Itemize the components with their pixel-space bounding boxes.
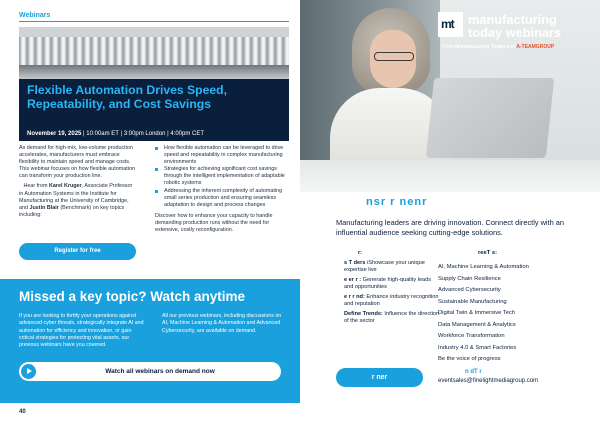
page-number: 40 bbox=[19, 409, 26, 415]
play-icon bbox=[21, 364, 36, 379]
list-item: Data Management & Analytics bbox=[438, 321, 516, 328]
list-item: Workforce Transformation bbox=[438, 333, 505, 339]
list-item: s T ders iShowcase your unique expertise live bbox=[344, 260, 425, 273]
body-column-2 bbox=[155, 145, 290, 234]
intro-paragraph: As demand for high-mix, low-volume production accelerates, manufacturers must embrace flexibility to maintain speed and manage costs. This webinar focuses on how flexible automation can transform your production line. bbox=[19, 145, 135, 180]
woman-at-laptop-photo bbox=[300, 0, 600, 192]
partner-button[interactable]: r ner bbox=[336, 368, 423, 387]
list-item: Sustainable Manufacturing bbox=[438, 298, 507, 305]
sponsor-heading: nsr r nenr bbox=[366, 196, 428, 208]
register-button[interactable]: Register for free bbox=[19, 243, 136, 260]
brand-logo-text: manufacturing today webinars bbox=[468, 12, 562, 40]
list-item: e er r : Generate high-quality leads and opportunities bbox=[344, 277, 432, 290]
title-banner bbox=[19, 79, 289, 127]
missed-topic-title: Missed a key topic? Watch anytime bbox=[19, 289, 246, 304]
topics-list bbox=[438, 262, 568, 366]
benefits-list bbox=[344, 250, 440, 328]
list-item: How flexible automation can be leveraged to drive speed and repeatability in complex manufacturing environments bbox=[155, 145, 290, 166]
benefits-head: r: bbox=[358, 250, 363, 256]
speaker-2: Justin Blair bbox=[29, 204, 59, 211]
topics-heading: reeT s: bbox=[478, 250, 498, 256]
list-item: Addressing the inherent complexity of automating small series production and ensuring seamless adaptation to design and process changes bbox=[155, 188, 290, 209]
key-topics-list bbox=[155, 145, 290, 209]
speaker-1: Karel Kruger bbox=[48, 183, 82, 190]
section-label: Webinars bbox=[19, 12, 51, 19]
list-item: AI, Machine Learning & Automation bbox=[438, 264, 529, 270]
mt-logo-icon: mt bbox=[438, 12, 463, 37]
contact-label: n dT r bbox=[465, 369, 482, 375]
list-item: Define Trends: Influence the direction of the sector bbox=[344, 311, 440, 324]
list-item: Be the voice of progress bbox=[438, 356, 501, 362]
sponsor-lead: Manufacturing leaders are driving innovation. Connect directly with an influential audience seeking cutting-edge solutions. bbox=[336, 218, 565, 237]
date-bar bbox=[19, 127, 289, 141]
body-column-1 bbox=[19, 145, 136, 222]
right-page bbox=[300, 0, 600, 424]
missed-topic-text-2: All our previous webinars, including discussions on AI, Machine Learning & Automation and Advanced Cybersecurity, are available on demand. bbox=[162, 313, 282, 334]
webinar-title: Flexible Automation Drives Speed, Repeatability, and Cost Savings bbox=[27, 83, 228, 111]
contact-email-link[interactable]: eventsales@finelightmediagroup.com bbox=[438, 378, 539, 384]
list-item: Supply Chain Resilience bbox=[438, 275, 501, 282]
list-item: Industry 4.0 & Smart Factories bbox=[438, 344, 517, 351]
speakers-paragraph: Hear from Karel Kruger, Associate Professor in Automation Systems in the Institute for Manufacturing at the University of Cambridge, and Justin Blair (Benchmark) on key topics including: bbox=[19, 183, 133, 218]
list-item: Digital Twin & Immersive Tech bbox=[438, 310, 516, 316]
automation-hero-image bbox=[19, 27, 289, 79]
section-divider bbox=[19, 21, 289, 22]
list-item: e r r nd: Enhance industry recognition and reputation bbox=[344, 294, 439, 307]
watch-on-demand-button[interactable] bbox=[19, 362, 281, 381]
brand-byline: From Manufacturing Today and A-TEAMGROUP bbox=[442, 44, 555, 50]
missed-topic-panel bbox=[0, 279, 300, 403]
discover-paragraph: Discover how to enhance your capacity to handle demanding production runs without the need for extensive, costly reconfiguration. bbox=[155, 212, 273, 234]
webinar-times: | 10:00am ET | 3:00pm London | 4:00pm CET bbox=[83, 131, 205, 137]
webinar-date: November 19, 2025 bbox=[27, 131, 82, 137]
watch-on-demand-label: Watch all webinars on demand now bbox=[105, 368, 215, 375]
missed-topic-text-1: If you are looking to fortify your operations against advanced cyber threats, strategically integrate AI and automation for efficiency and innovation, or gain critical strategies for protecting vital assets, our previous webinars have you covered. bbox=[19, 313, 144, 349]
list-item: Strategies for achieving significant cost savings through the intelligent implementation of adaptable robotic systems bbox=[155, 166, 290, 187]
list-item: Advanced Cybersecurity bbox=[438, 287, 501, 293]
